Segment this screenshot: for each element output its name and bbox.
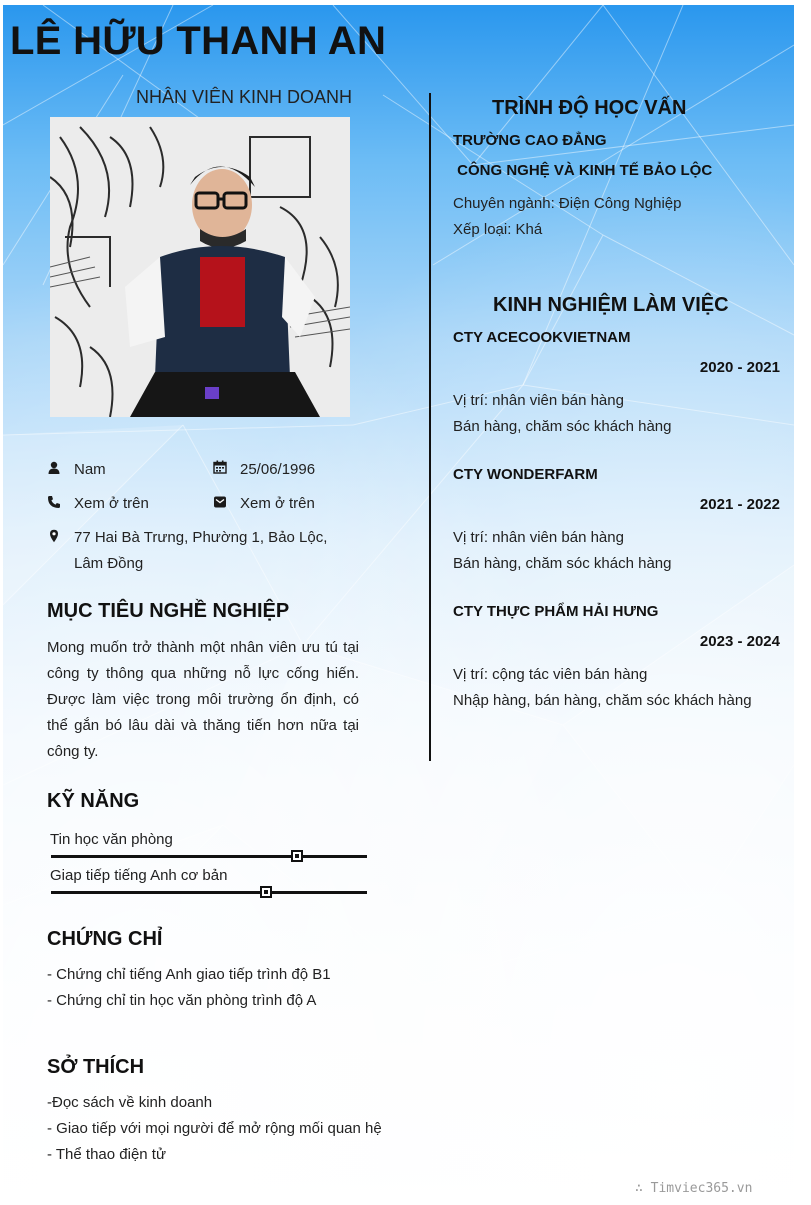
certificate-item: - Chứng chỉ tiếng Anh giao tiếp trình độ B1 <box>47 966 331 983</box>
job-title: NHÂN VIÊN KINH DOANH <box>136 87 353 107</box>
watermark: ∴ Timviec365.vn <box>635 1181 753 1196</box>
company-name: CTY WONDERFARM <box>453 466 598 483</box>
certificates-title: CHỨNG CHỈ <box>47 928 163 950</box>
address-line-1: 77 Hai Bà Trưng, Phường 1, Bảo Lộc, <box>74 529 328 546</box>
user-icon <box>47 461 61 475</box>
school-name-line-1: TRƯỜNG CAO ĐẲNG <box>453 132 607 149</box>
candidate-name: LÊ HỮU THANH AN <box>10 19 387 63</box>
hobby-item: - Thể thao điện tử <box>47 1146 167 1163</box>
job-duties: Bán hàng, chăm sóc khách hàng <box>453 555 672 572</box>
job-position: Vị trí: nhân viên bán hàng <box>453 392 624 409</box>
job-years: 2023 - 2024 <box>699 633 780 650</box>
map-marker-icon <box>47 529 61 543</box>
job-position: Vị trí: cộng tác viên bán hàng <box>453 666 648 683</box>
company-name: CTY ACECOOKVIETNAM <box>453 329 631 346</box>
address-line-2: Lâm Đồng <box>74 555 144 572</box>
hobbies-title: SỞ THÍCH <box>47 1056 145 1078</box>
job-years: 2020 - 2021 <box>699 359 780 376</box>
gender-value: Nam <box>74 461 106 478</box>
phone-icon <box>47 495 61 509</box>
skill-bar <box>51 891 367 894</box>
skill-bar <box>51 855 367 858</box>
experience-title: KINH NGHIỆM LÀM VIỆC <box>493 294 729 316</box>
objective-title: MỤC TIÊU NGHỀ NGHIỆP <box>47 600 290 622</box>
email-value: Xem ở trên <box>240 495 315 512</box>
job-position: Vị trí: nhân viên bán hàng <box>453 529 624 546</box>
hobby-item: - Giao tiếp với mọi người để mở rộng mối quan hệ <box>47 1120 382 1137</box>
education-title: TRÌNH ĐỘ HỌC VẤN <box>492 97 687 119</box>
certificate-item: - Chứng chỉ tin học văn phòng trình độ A <box>47 992 317 1009</box>
skills-title: KỸ NĂNG <box>47 790 140 812</box>
education-grade: Xếp loại: Khá <box>453 221 543 238</box>
hobby-item: -Đọc sách về kinh doanh <box>47 1094 213 1111</box>
skill-label: Tin học văn phòng <box>50 831 173 848</box>
education-major: Chuyên ngành: Điện Công Nghiệp <box>453 195 682 212</box>
skill-label: Giap tiếp tiếng Anh cơ bản <box>50 867 228 884</box>
column-divider <box>429 93 431 761</box>
profile-photo <box>50 117 350 417</box>
skill-level-marker[interactable] <box>291 850 303 862</box>
job-duties: Nhập hàng, bán hàng, chăm sóc khách hàng <box>453 692 752 709</box>
school-name-line-2: CÔNG NGHỆ VÀ KINH TẾ BẢO LỘC <box>453 162 713 179</box>
calendar-icon <box>213 460 227 474</box>
envelope-icon <box>213 495 227 509</box>
birthday-value: 25/06/1996 <box>240 461 316 478</box>
job-duties: Bán hàng, chăm sóc khách hàng <box>453 418 672 435</box>
cv-page <box>3 5 794 1200</box>
objective-text: Mong muốn trở thành một nhân viên ưu tú tại công ty thông qua những nỗ lực cống hiến. Được làm việc trong môi trường ổn định, có thể gắn bó lâu dài và thăng tiến hơn nữa tại công ty. <box>47 639 359 760</box>
skill-level-marker[interactable] <box>260 886 272 898</box>
phone-value: Xem ở trên <box>74 495 149 512</box>
company-name: CTY THỰC PHẨM HẢI HƯNG <box>453 603 659 620</box>
job-years: 2021 - 2022 <box>699 496 780 513</box>
